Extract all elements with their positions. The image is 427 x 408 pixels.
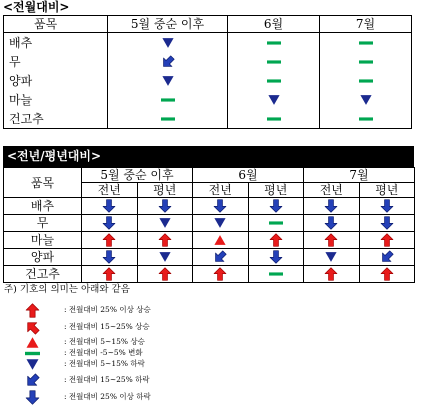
arrow-up-thick-icon-graphic <box>213 267 227 281</box>
dash-flat-icon-graphic <box>161 93 175 107</box>
icon-cell <box>108 52 228 71</box>
triangle-down-icon-graphic <box>267 93 281 107</box>
triangle-down-icon <box>161 74 175 88</box>
arrow-up-thick-icon <box>213 267 227 281</box>
table-row <box>4 249 415 266</box>
icon-cell <box>137 215 193 232</box>
arrow-down-thick-icon-graphic <box>102 216 116 230</box>
header-normal-year: 평년 <box>359 183 415 198</box>
table-row <box>4 52 412 71</box>
icon-cell <box>320 109 412 129</box>
row-label: 배추 <box>4 33 108 53</box>
icon-cell <box>228 90 320 109</box>
arrow-down-diagonal-icon <box>161 55 175 69</box>
arrow-down-diagonal-icon-graphic <box>25 373 40 388</box>
dash-flat-icon-graphic <box>267 74 281 88</box>
dash-flat-icon-graphic <box>359 55 373 69</box>
triangle-down-icon-graphic <box>158 250 172 264</box>
arrow-down-thick-icon <box>324 216 338 230</box>
arrow-down-thick-icon-graphic <box>324 216 338 230</box>
header-prev-year: 전년 <box>193 183 249 198</box>
arrow-up-thick-icon-graphic <box>102 233 116 247</box>
row-label: 마늘 <box>4 232 82 249</box>
arrow-up-thick-icon <box>158 233 172 247</box>
row-label: 양파 <box>4 249 82 266</box>
icon-cell <box>137 266 193 283</box>
icon-cell <box>108 90 228 109</box>
icon-cell <box>193 249 249 266</box>
header-period-july: 7월 <box>304 168 415 183</box>
header-normal-year: 평년 <box>248 183 304 198</box>
icon-cell <box>82 198 138 215</box>
table-row <box>4 198 415 215</box>
monthly-comparison-table <box>3 15 412 129</box>
dash-flat-icon <box>161 112 175 126</box>
icon-cell <box>304 249 360 266</box>
dash-flat-icon-graphic <box>359 112 373 126</box>
dash-flat-icon <box>161 93 175 107</box>
icon-cell <box>193 232 249 249</box>
row-label: 마늘 <box>4 90 108 109</box>
header-normal-year: 평년 <box>137 183 193 198</box>
arrow-down-diagonal-icon-graphic <box>161 55 175 69</box>
arrow-down-thick-icon <box>102 216 116 230</box>
arrow-down-thick-icon <box>22 391 42 403</box>
dash-flat-icon-graphic <box>269 216 283 230</box>
icon-cell <box>320 90 412 109</box>
legend-label: : 전월대비 5~15% 하락 <box>64 359 145 368</box>
row-label: 양파 <box>4 71 108 90</box>
arrow-up-thick-icon <box>324 233 338 247</box>
arrow-up-thick-icon <box>102 233 116 247</box>
icon-cell <box>82 249 138 266</box>
monthly-table-header <box>4 16 412 33</box>
arrow-up-thick-icon-graphic <box>158 233 172 247</box>
legend-item <box>22 358 145 370</box>
arrow-down-thick-icon-graphic <box>25 390 40 405</box>
triangle-down-icon-graphic <box>359 93 373 107</box>
icon-cell <box>228 109 320 129</box>
arrow-down-thick-icon-graphic <box>380 216 394 230</box>
arrow-up-thick-icon <box>158 267 172 281</box>
arrow-up-diagonal-icon-graphic <box>25 320 40 335</box>
icon-cell <box>248 232 304 249</box>
arrow-down-thick-icon-graphic <box>213 199 227 213</box>
icon-cell <box>137 249 193 266</box>
triangle-down-icon-graphic <box>324 250 338 264</box>
arrow-up-thick-icon-graphic <box>324 267 338 281</box>
dash-flat-icon <box>267 55 281 69</box>
icon-cell <box>359 266 415 283</box>
icon-cell <box>304 215 360 232</box>
header-period-july: 7월 <box>320 16 412 33</box>
arrow-up-diagonal-icon <box>22 321 42 333</box>
arrow-up-thick-icon-graphic <box>380 233 394 247</box>
icon-cell <box>82 232 138 249</box>
dash-flat-icon <box>359 74 373 88</box>
dash-flat-icon-graphic <box>267 112 281 126</box>
dash-flat-icon <box>269 267 283 281</box>
triangle-up-icon-graphic <box>213 233 227 247</box>
arrow-down-diagonal-icon <box>213 250 227 264</box>
yearly-table-header <box>4 168 415 198</box>
yearly-section-title: <전년/평년대비> <box>7 149 102 163</box>
arrow-down-thick-icon <box>213 199 227 213</box>
legend-item <box>22 304 151 316</box>
triangle-down-icon-graphic <box>161 36 175 50</box>
icon-cell <box>108 109 228 129</box>
triangle-down-icon-graphic <box>213 216 227 230</box>
arrow-down-thick-icon <box>380 199 394 213</box>
table-row <box>4 90 412 109</box>
icon-cell <box>248 249 304 266</box>
row-label: 건고추 <box>4 109 108 129</box>
icon-cell <box>304 232 360 249</box>
icon-cell <box>228 33 320 53</box>
icon-cell <box>359 198 415 215</box>
icon-cell <box>228 52 320 71</box>
icon-cell <box>108 33 228 53</box>
header-period-june: 6월 <box>193 168 304 183</box>
triangle-down-icon <box>267 93 281 107</box>
yearly-section-band <box>3 146 414 167</box>
triangle-down-icon <box>213 216 227 230</box>
legend-label: : 전월대비 -5~5% 변화 <box>64 348 143 357</box>
dash-flat-icon <box>267 112 281 126</box>
icon-cell <box>320 52 412 71</box>
dash-flat-icon <box>359 55 373 69</box>
icon-cell <box>304 266 360 283</box>
icon-cell <box>137 198 193 215</box>
dash-flat-icon <box>359 36 373 50</box>
icon-cell <box>193 266 249 283</box>
dash-flat-icon <box>267 36 281 50</box>
legend-item <box>22 391 151 403</box>
arrow-up-thick-icon-graphic <box>324 233 338 247</box>
dash-flat-icon-graphic <box>267 36 281 50</box>
triangle-down-icon <box>161 36 175 50</box>
arrow-down-thick-icon <box>102 250 116 264</box>
icon-cell <box>359 215 415 232</box>
triangle-up-icon <box>213 233 227 247</box>
legend-note: 주) 기호의 의미는 아래와 같음 <box>4 284 130 295</box>
arrow-down-thick-icon <box>158 199 172 213</box>
arrow-up-thick-icon <box>102 267 116 281</box>
table-row <box>4 109 412 129</box>
dash-flat-icon-graphic <box>359 36 373 50</box>
legend-item <box>22 321 150 333</box>
dash-flat-icon-graphic <box>359 74 373 88</box>
arrow-up-thick-icon-graphic <box>158 267 172 281</box>
triangle-down-icon <box>158 250 172 264</box>
triangle-down-icon-graphic <box>161 74 175 88</box>
yearly-header-row-periods <box>4 168 415 183</box>
arrow-down-diagonal-icon <box>380 250 394 264</box>
table-row <box>4 266 415 283</box>
arrow-up-thick-icon <box>380 233 394 247</box>
triangle-down-icon <box>324 250 338 264</box>
table-row <box>4 232 415 249</box>
triangle-down-icon <box>359 93 373 107</box>
dash-flat-icon-graphic <box>161 112 175 126</box>
icon-cell <box>304 198 360 215</box>
table-row <box>4 33 412 53</box>
header-item: 품목 <box>4 16 108 33</box>
arrow-down-thick-icon <box>269 250 283 264</box>
icon-cell <box>248 266 304 283</box>
header-period-mid-may: 5월 중순 이후 <box>108 16 228 33</box>
dash-flat-icon <box>267 74 281 88</box>
row-label: 무 <box>4 215 82 232</box>
triangle-down-icon-graphic <box>158 216 172 230</box>
arrow-down-thick-icon-graphic <box>102 199 116 213</box>
icon-cell <box>193 215 249 232</box>
arrow-up-thick-icon-graphic <box>269 233 283 247</box>
yearly-table-body <box>4 198 415 283</box>
header-period-mid-may: 5월 중순 이후 <box>82 168 193 183</box>
arrow-down-thick-icon-graphic <box>269 199 283 213</box>
arrow-down-thick-icon-graphic <box>324 199 338 213</box>
icon-cell <box>320 33 412 53</box>
header-prev-year: 전년 <box>304 183 360 198</box>
icon-cell <box>248 215 304 232</box>
legend-label: : 전월대비 25% 이상 상승 <box>64 305 151 314</box>
arrow-down-thick-icon <box>380 216 394 230</box>
monthly-header-row <box>4 16 412 33</box>
arrow-up-thick-icon <box>324 267 338 281</box>
dash-flat-icon-graphic <box>267 55 281 69</box>
table-row <box>4 215 415 232</box>
arrow-down-thick-icon <box>102 199 116 213</box>
icon-cell <box>82 266 138 283</box>
legend-item <box>22 374 150 386</box>
table-row <box>4 71 412 90</box>
triangle-down-icon <box>22 358 42 370</box>
row-label: 배추 <box>4 198 82 215</box>
legend-label: : 전월대비 25% 이상 하락 <box>64 392 151 401</box>
icon-cell <box>228 71 320 90</box>
monthly-table-body <box>4 33 412 129</box>
arrow-down-thick-icon <box>269 199 283 213</box>
icon-cell <box>108 71 228 90</box>
icon-cell <box>320 71 412 90</box>
icon-cell <box>248 198 304 215</box>
arrow-up-thick-icon <box>380 267 394 281</box>
arrow-up-thick-icon-graphic <box>380 267 394 281</box>
icon-cell <box>359 232 415 249</box>
dash-flat-icon <box>359 112 373 126</box>
arrow-down-diagonal-icon <box>22 374 42 386</box>
arrow-down-thick-icon-graphic <box>380 199 394 213</box>
arrow-up-thick-icon-graphic <box>25 303 40 318</box>
header-period-june: 6월 <box>228 16 320 33</box>
icon-cell <box>137 232 193 249</box>
arrow-up-thick-icon-graphic <box>102 267 116 281</box>
arrow-up-thick-icon <box>22 304 42 316</box>
arrow-down-thick-icon <box>324 199 338 213</box>
header-item: 품목 <box>4 168 82 198</box>
arrow-down-diagonal-icon-graphic <box>380 250 394 264</box>
dash-flat-icon <box>269 216 283 230</box>
legend-label: : 전월대비 15~25% 하락 <box>64 375 150 384</box>
header-prev-year: 전년 <box>82 183 138 198</box>
icon-cell <box>193 198 249 215</box>
arrow-down-thick-icon-graphic <box>102 250 116 264</box>
monthly-section-title: <전월대비> <box>3 0 70 14</box>
legend-label: : 전월대비 5~15% 상승 <box>64 337 145 346</box>
triangle-down-icon <box>158 216 172 230</box>
arrow-down-thick-icon-graphic <box>158 199 172 213</box>
arrow-down-thick-icon-graphic <box>269 250 283 264</box>
row-label: 무 <box>4 52 108 71</box>
icon-cell <box>359 249 415 266</box>
arrow-up-thick-icon <box>269 233 283 247</box>
arrow-down-diagonal-icon-graphic <box>213 250 227 264</box>
dash-flat-icon-graphic <box>269 267 283 281</box>
legend-label: : 전월대비 15~25% 상승 <box>64 322 150 331</box>
triangle-down-icon-graphic <box>25 357 40 372</box>
icon-cell <box>82 215 138 232</box>
yearly-comparison-table <box>3 167 415 283</box>
row-label: 건고추 <box>4 266 82 283</box>
